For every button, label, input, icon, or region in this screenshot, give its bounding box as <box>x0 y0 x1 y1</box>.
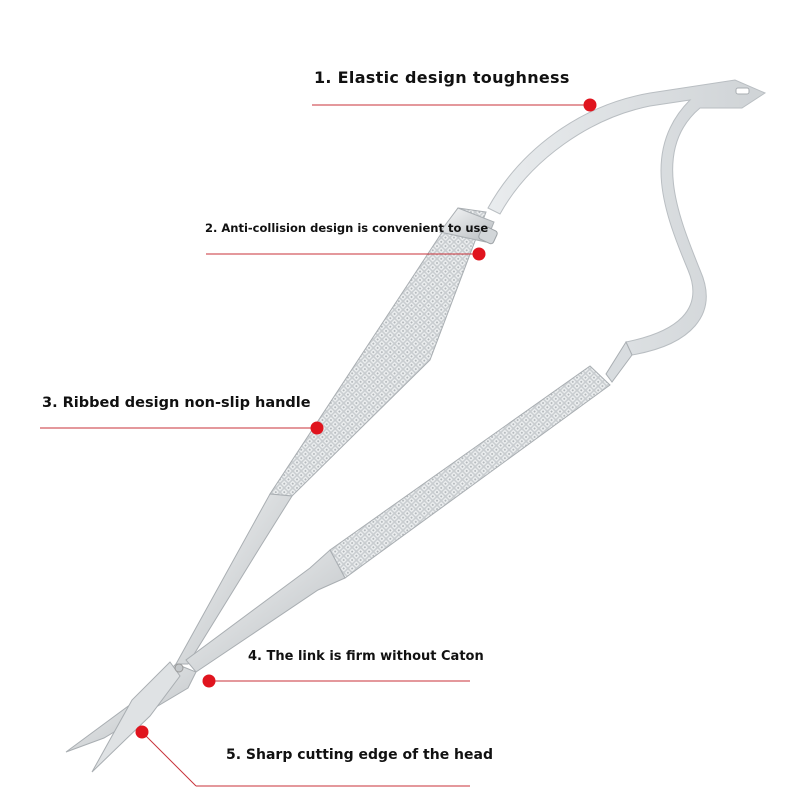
callout-4 <box>203 675 471 688</box>
marker-dot <box>136 726 149 739</box>
left-arm <box>176 208 498 664</box>
right-arm <box>186 342 632 672</box>
annotation-sharp-edge: 5. Sharp cutting edge of the head <box>226 747 493 763</box>
marker-dot <box>203 675 216 688</box>
callout-1 <box>312 99 597 112</box>
callout-3 <box>40 422 324 435</box>
leader-line <box>142 732 196 786</box>
marker-dot <box>311 422 324 435</box>
spring-strip <box>488 80 765 355</box>
marker-dot <box>473 248 486 261</box>
marker-dot <box>584 99 597 112</box>
spring-hole <box>736 88 749 94</box>
left-handle <box>270 208 486 496</box>
blade-lower <box>92 662 180 772</box>
annotation-elastic-design: 1. Elastic design toughness <box>314 68 570 87</box>
annotation-anti-collision: 2. Anti-collision design is convenient to use <box>205 221 489 235</box>
pivot-joint <box>175 664 183 672</box>
scissor-head <box>66 662 196 772</box>
annotation-firm-link: 4. The link is firm without Caton <box>248 649 484 664</box>
annotation-ribbed-handle: 3. Ribbed design non-slip handle <box>42 395 311 411</box>
right-handle-collar <box>606 342 632 382</box>
